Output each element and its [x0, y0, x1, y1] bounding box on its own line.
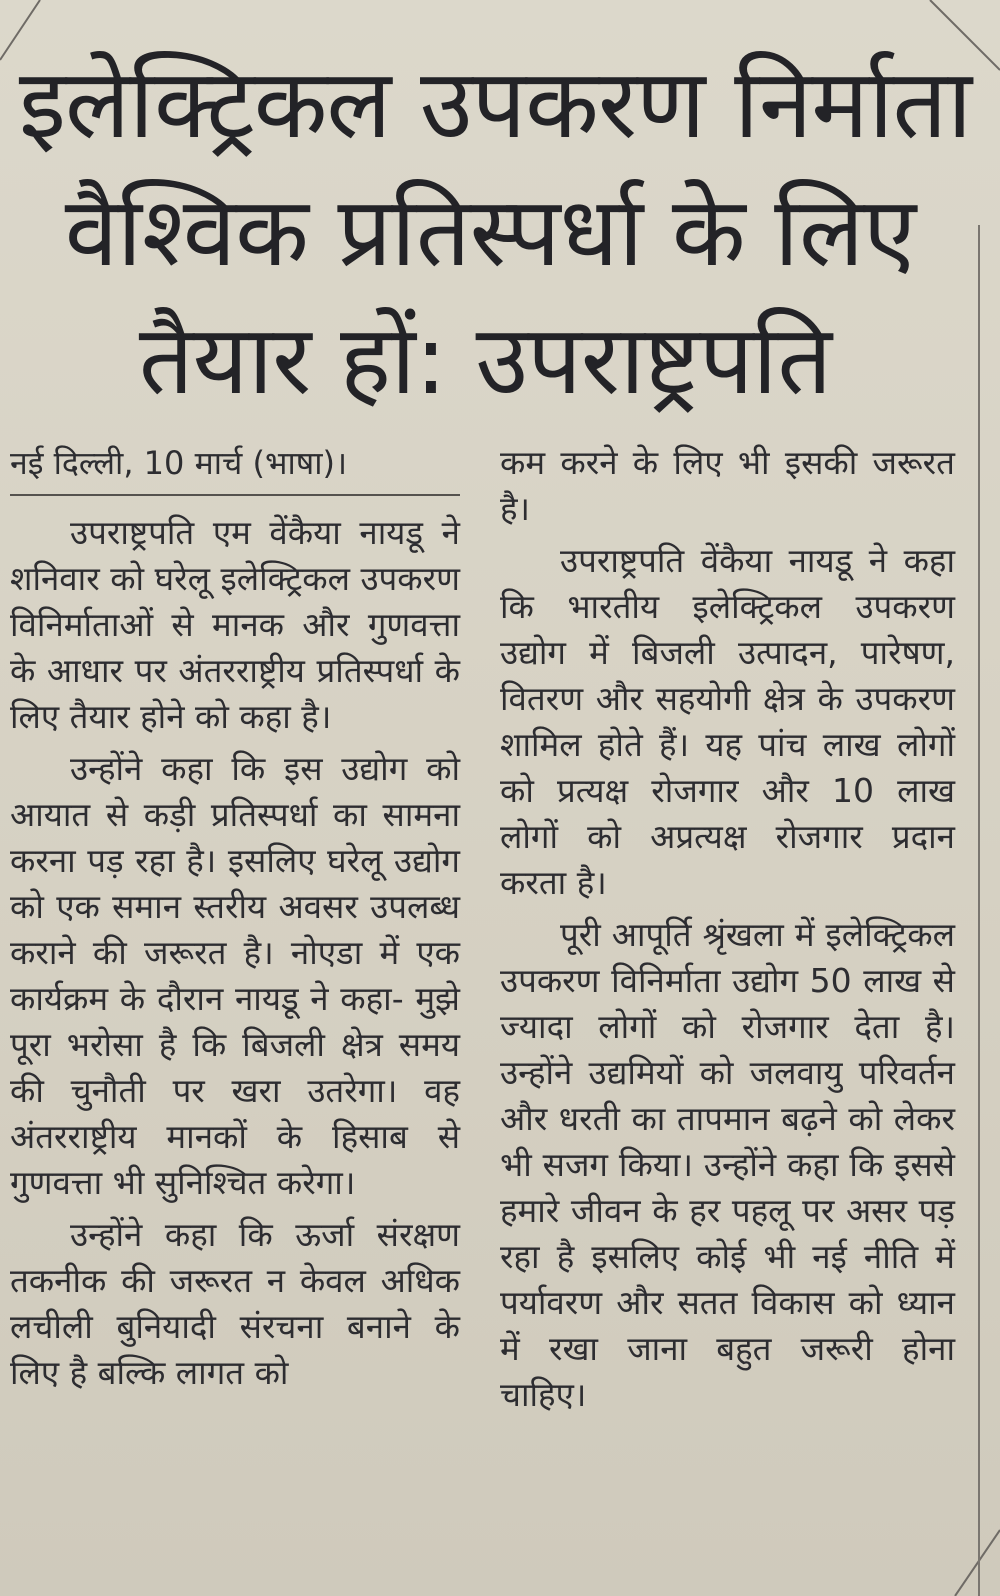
headline-line-2: वैश्विक प्रतिस्पर्धा के लिए [64, 176, 916, 288]
right-paragraph-1: कम करने के लिए भी इसकी जरूरत है। [500, 443, 955, 528]
right-paragraph-2: उपराष्ट्रपति वेंकैया नायडू ने कहा कि भारतीय इलेक्ट्रिकल उपकरण उद्योग में बिजली उत्पादन, पारेषण, वितरण और सहयोगी क्षेत्र के उपकरण शामिल होते हैं। यह पांच लाख लोगों को प्रत्यक्ष रोजगार और 10 लाख लोगों को अप्रत्यक्ष रोजगार प्रदान करता है। [500, 541, 955, 902]
headline-line-1: इलेक्ट्रिकल उपकरण निर्माता [18, 48, 972, 160]
left-column [10, 440, 460, 1396]
dateline: नई दिल्ली, 10 मार्च (भाषा)। [10, 440, 460, 496]
right-paragraph-3: पूरी आपूर्ति श्रृंखला में इलेक्ट्रिकल उपकरण विनिर्माता उद्योग 50 लाख से ज्यादा लोगों को रोजगार देता है। उन्होंने उद्यमियों को जलवायु परिवर्तन और धरती का तापमान बढ़ने को लेकर भी सजग किया। उन्होंने कहा कि इससे हमारे जीवन के हर पहलू पर असर पड़ रहा है इसलिए कोई भी नई नीति में पर्यावरण और सतत विकास को ध्यान में रखा जाना बहुत जरूरी होना चाहिए। [500, 915, 955, 1414]
left-paragraph-3: उन्होंने कहा कि ऊर्जा संरक्षण तकनीक की जरूरत न केवल अधिक लचीली बुनियादी संरचना बनाने के लिए है बल्कि लागत को [10, 1215, 460, 1392]
right-column [500, 440, 955, 1418]
headline-line-3: तैयार हों: उपराष्ट्रपति [138, 304, 832, 416]
headline [0, 40, 1000, 424]
left-paragraph-1: उपराष्ट्रपति एम वेंकैया नायडू ने शनिवार को घरेलू इलेक्ट्रिकल उपकरण विनिर्माताओं से मानक और गुणवत्ता के आधार पर अंतरराष्ट्रीय प्रतिस्पर्धा के लिए तैयार होने को कहा है। [10, 513, 460, 736]
left-paragraph-2: उन्होंने कहा कि इस उद्योग को आयात से कड़ी प्रतिस्पर्धा का सामना करना पड़ रहा है। इसलिए घरेलू उद्योग को एक समान स्तरीय अवसर उपलब्ध कराने की जरूरत है। नोएडा में एक कार्यक्रम के दौरान नायडू ने कहा- मुझे पूरा भरोसा है कि बिजली क्षेत्र समय की चुनौती पर खरा उतरेगा। वह अंतरराष्ट्रीय मानकों के हिसाब से गुणवत्ता भी सुनिश्चित करेगा। [10, 749, 460, 1202]
column-rule [978, 225, 980, 1596]
